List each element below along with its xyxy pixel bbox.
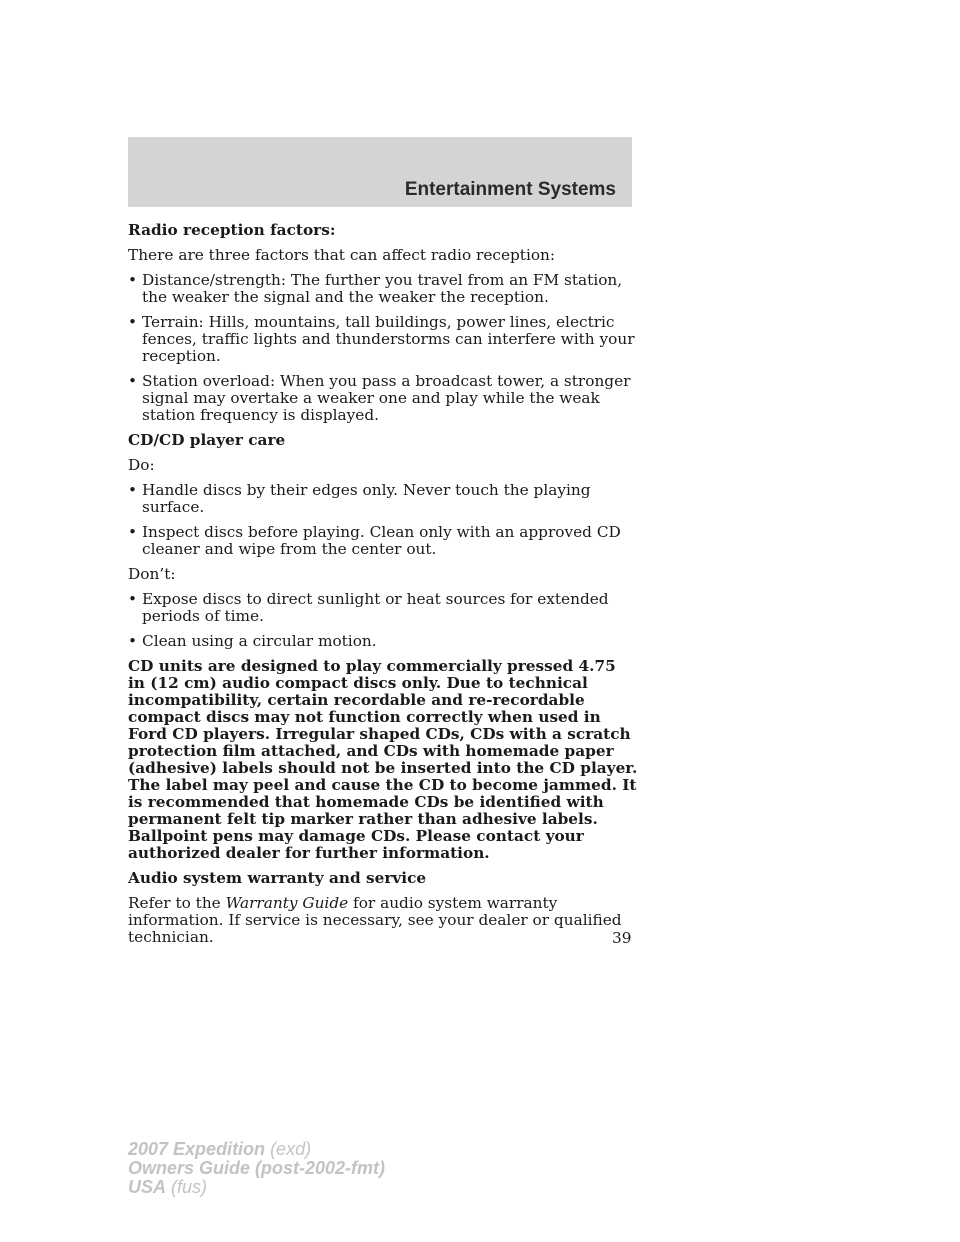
list-item xyxy=(128,524,638,558)
bullet-icon: • xyxy=(128,481,138,499)
bullet-icon: • xyxy=(128,632,138,650)
bullet-text: Distance/strength: The further you travel from an FM station, the weaker the signal and the weaker the reception. xyxy=(142,271,623,306)
warranty-guide-title: Warranty Guide xyxy=(225,894,349,912)
warranty-prefix: Refer to the xyxy=(128,894,226,912)
section-title: Entertainment Systems xyxy=(404,179,616,200)
list-item xyxy=(128,633,638,650)
bullet-text: Terrain: Hills, mountains, tall buildings, power lines, electric fences, traffic lights and thunderstorms can interfere with your reception. xyxy=(142,313,635,365)
bullet-text: Inspect discs before playing. Clean only with an approved CD cleaner and wipe from the center out. xyxy=(142,523,621,558)
dont-label: Don’t: xyxy=(128,565,176,583)
page-content xyxy=(128,222,638,954)
document-footer xyxy=(128,1140,385,1197)
bullet-text: Handle discs by their edges only. Never touch the playing surface. xyxy=(142,481,591,516)
page-number: 39 xyxy=(612,929,632,947)
footer-line-3 xyxy=(128,1178,385,1197)
footer-line-1 xyxy=(128,1140,385,1159)
footer-market-code: (fus) xyxy=(166,1177,208,1197)
bullet-icon: • xyxy=(128,590,138,608)
footer-market: USA xyxy=(128,1177,167,1197)
list-item xyxy=(128,482,638,516)
list-item xyxy=(128,272,638,306)
list-item xyxy=(128,314,638,365)
warranty-heading: Audio system warranty and service xyxy=(128,869,427,887)
warranty-suffix: for audio system warranty information. If service is necessary, see your dealer or qualified technician. xyxy=(128,894,622,946)
footer-guide-name: Owners Guide (post-2002-fmt) xyxy=(128,1158,386,1178)
do-label: Do: xyxy=(128,456,155,474)
bullet-text: Station overload: When you pass a broadcast tower, a stronger signal may overtake a weaker one and play while the weak station frequency is displayed. xyxy=(142,372,631,424)
section-header-band xyxy=(128,137,632,207)
bullet-icon: • xyxy=(128,372,138,390)
radio-reception-heading: Radio reception factors: xyxy=(128,221,336,239)
list-item xyxy=(128,591,638,625)
bullet-icon: • xyxy=(128,313,138,331)
bullet-icon: • xyxy=(128,271,138,289)
footer-model-code: (exd) xyxy=(265,1139,312,1159)
list-item xyxy=(128,373,638,424)
cd-care-heading: CD/CD player care xyxy=(128,431,286,449)
radio-reception-intro: There are three factors that can affect radio reception: xyxy=(128,246,556,264)
footer-model: 2007 Expedition xyxy=(128,1139,266,1159)
footer-line-2 xyxy=(128,1159,385,1178)
cd-warning-paragraph: CD units are designed to play commercially pressed 4.75 in (12 cm) audio compact discs only. Due to technical incompatibility, certain recordable and re-recordable compact discs may not function correctly when used in Ford CD players. Irregular shaped CDs, CDs with a scratch protection film attached, and CDs with homemade paper (adhesive) labels should not be inserted into the CD player. The label may peel and cause the CD to become jammed. It is recommended that homemade CDs be identified with permanent felt tip marker rather than adhesive labels. Ballpoint pens may damage CDs. Please contact your authorized dealer for further information. xyxy=(128,657,638,862)
bullet-icon: • xyxy=(128,523,138,541)
bullet-text: Clean using a circular motion. xyxy=(142,632,377,650)
bullet-text: Expose discs to direct sunlight or heat sources for extended periods of time. xyxy=(142,590,609,625)
warranty-paragraph xyxy=(128,895,638,946)
